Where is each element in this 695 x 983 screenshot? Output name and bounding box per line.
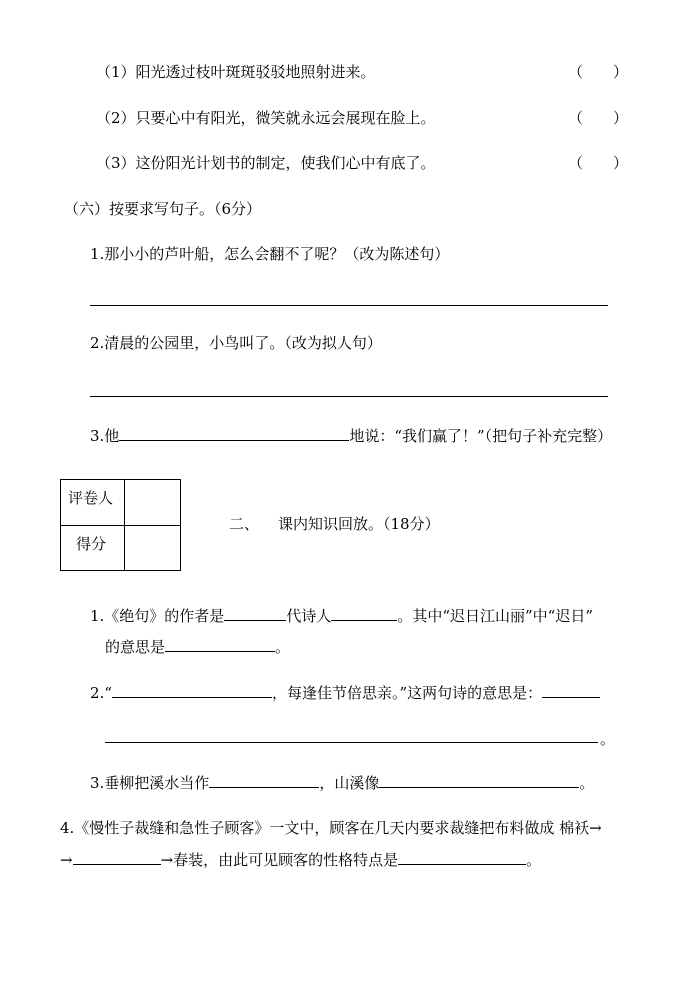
blank-garment[interactable]	[73, 849, 161, 865]
blank-poet[interactable]	[331, 605, 397, 621]
answer-line-2[interactable]	[90, 396, 608, 397]
answer-paren-3[interactable]: （ ）	[568, 154, 629, 172]
blank-willow[interactable]	[209, 772, 319, 788]
q3-text-a: 3.垂柳把溪水当作	[90, 774, 210, 792]
blank-meaning[interactable]	[165, 636, 275, 652]
answer-paren-2[interactable]: （ ）	[568, 109, 629, 127]
q4-text-d: 。	[526, 851, 542, 869]
question-3-suffix: 地说：“我们赢了！”（把句子补充完整）	[349, 427, 613, 445]
score-label: 得分	[76, 535, 107, 553]
q3-text-c: 。	[579, 774, 595, 792]
answer-line-1[interactable]	[90, 305, 608, 306]
q2-text-b: ，每逢佳节倍思亲。”这两句诗的意思是：	[271, 684, 543, 702]
blank-poem-line[interactable]	[112, 682, 272, 698]
question-1-line-1	[90, 605, 593, 626]
score-cell[interactable]	[125, 526, 181, 571]
q1-text-a: 1.《绝句》的作者是	[90, 607, 225, 625]
question-3-prefix: 3.他	[90, 427, 120, 445]
answer-paren-1[interactable]: （ ）	[568, 63, 629, 81]
blank-stream[interactable]	[379, 772, 579, 788]
question-2-period: 。	[600, 730, 616, 748]
q2-text-a: 2.“	[90, 684, 112, 702]
q3-text-b: ，山溪像	[319, 774, 380, 792]
q1-text-d: 的意思是	[105, 638, 166, 656]
rewrite-question-2: 2.清晨的公园里，小鸟叫了。（改为拟人句）	[90, 334, 382, 352]
q4-text-b: →	[60, 851, 73, 869]
judge-item-3: （3）这份阳光计划书的制定，使我们心中有底了。	[96, 154, 436, 172]
section-6-title: （六）按要求写句子。（6分）	[64, 200, 262, 218]
complete-sentence-question	[90, 425, 612, 446]
blank-poem-meaning-b[interactable]	[105, 742, 598, 743]
q4-text-c: →春装，由此可见顾客的性格特点是	[160, 851, 399, 869]
section-2-number: 二、	[229, 515, 260, 533]
question-1-line-2	[105, 636, 290, 657]
judge-item-1: （1）阳光透过枝叶斑斑驳驳地照射进来。	[96, 63, 376, 81]
question-3	[90, 772, 594, 793]
score-box	[60, 479, 181, 571]
question-4-line-2	[60, 849, 541, 870]
q1-text-c: 。其中“迟日江山丽”中“迟日”	[397, 607, 594, 625]
blank-poem-meaning-a[interactable]	[542, 682, 600, 698]
reviewer-label: 评卷人	[68, 489, 114, 507]
judge-item-2: （2）只要心中有阳光，微笑就永远会展现在脸上。	[96, 109, 436, 127]
rewrite-question-1: 1.那小小的芦叶船，怎么会翻不了呢？（改为陈述句）	[90, 245, 450, 263]
q1-text-b: 代诗人	[286, 607, 332, 625]
q1-text-e: 。	[275, 638, 291, 656]
section-2-title: 课内知识回放。（18分）	[278, 515, 440, 533]
question-2-line-1	[90, 682, 600, 703]
blank-character[interactable]	[398, 849, 526, 865]
question-4-line-1: 4.《慢性子裁缝和急性子顾客》一文中，顾客在几天内要求裁缝把布料做成 棉袄→	[60, 819, 602, 837]
blank-adverb[interactable]	[119, 425, 349, 441]
blank-dynasty[interactable]	[224, 605, 286, 621]
reviewer-cell[interactable]	[125, 480, 181, 525]
